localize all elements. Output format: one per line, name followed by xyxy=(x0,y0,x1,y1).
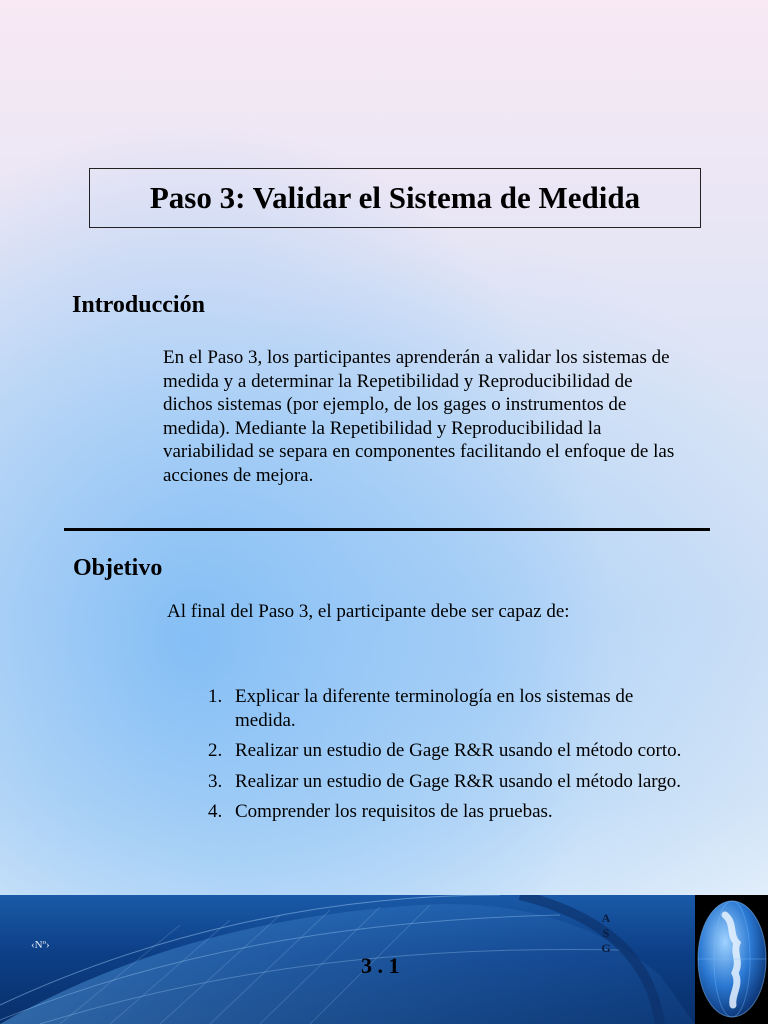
list-item-text: Realizar un estudio de Gage R&R usando el método largo. xyxy=(235,770,682,792)
page-number: 3 . 1 xyxy=(361,953,400,978)
objective-heading: Objetivo xyxy=(73,555,163,581)
list-item-number: 3. xyxy=(208,770,223,792)
logo-letter: A xyxy=(601,911,611,925)
logo-letter: S xyxy=(602,926,610,940)
slide-title-box xyxy=(89,168,701,228)
list-item xyxy=(208,739,688,763)
list-item-text: Explicar la diferente terminología en los sistemas de medida. xyxy=(235,686,634,731)
objective-lead: Al final del Paso 3, el participante debe ser capaz de: xyxy=(167,601,570,622)
section-divider xyxy=(64,528,710,531)
list-item xyxy=(208,770,688,794)
asg-logo xyxy=(600,911,612,956)
slide-number-placeholder: ‹Nº› xyxy=(31,939,50,951)
objective-list xyxy=(208,685,688,831)
intro-text: En el Paso 3, los participantes aprenderán a validar los sistemas de medida y a determinar la Repetibilidad y Reproducibilidad de dichos sistemas (por ejemplo, de los gages o instrumentos de medida). Mediante la Repetibilidad y Reproducibilidad la variabilidad se separa en componentes facilitando el enfoque de las acciones de mejora. xyxy=(163,347,675,486)
globe-icon xyxy=(695,895,768,1024)
list-item-number: 4. xyxy=(208,801,223,822)
logo-letter: G xyxy=(601,941,611,955)
intro-heading: Introducción xyxy=(72,292,205,318)
list-item-number: 1. xyxy=(208,686,223,707)
list-item xyxy=(208,800,688,824)
list-item-text: Realizar un estudio de Gage R&R usando el método corto. xyxy=(235,740,682,761)
list-item xyxy=(208,685,688,732)
footer-wave-decoration xyxy=(0,895,695,1024)
list-item-number: 2. xyxy=(208,740,223,761)
list-item-text: Comprender los requisitos de las pruebas. xyxy=(235,801,553,822)
footer-band xyxy=(0,895,768,1024)
slide-title: Paso 3: Validar el Sistema de Medida xyxy=(149,180,641,215)
